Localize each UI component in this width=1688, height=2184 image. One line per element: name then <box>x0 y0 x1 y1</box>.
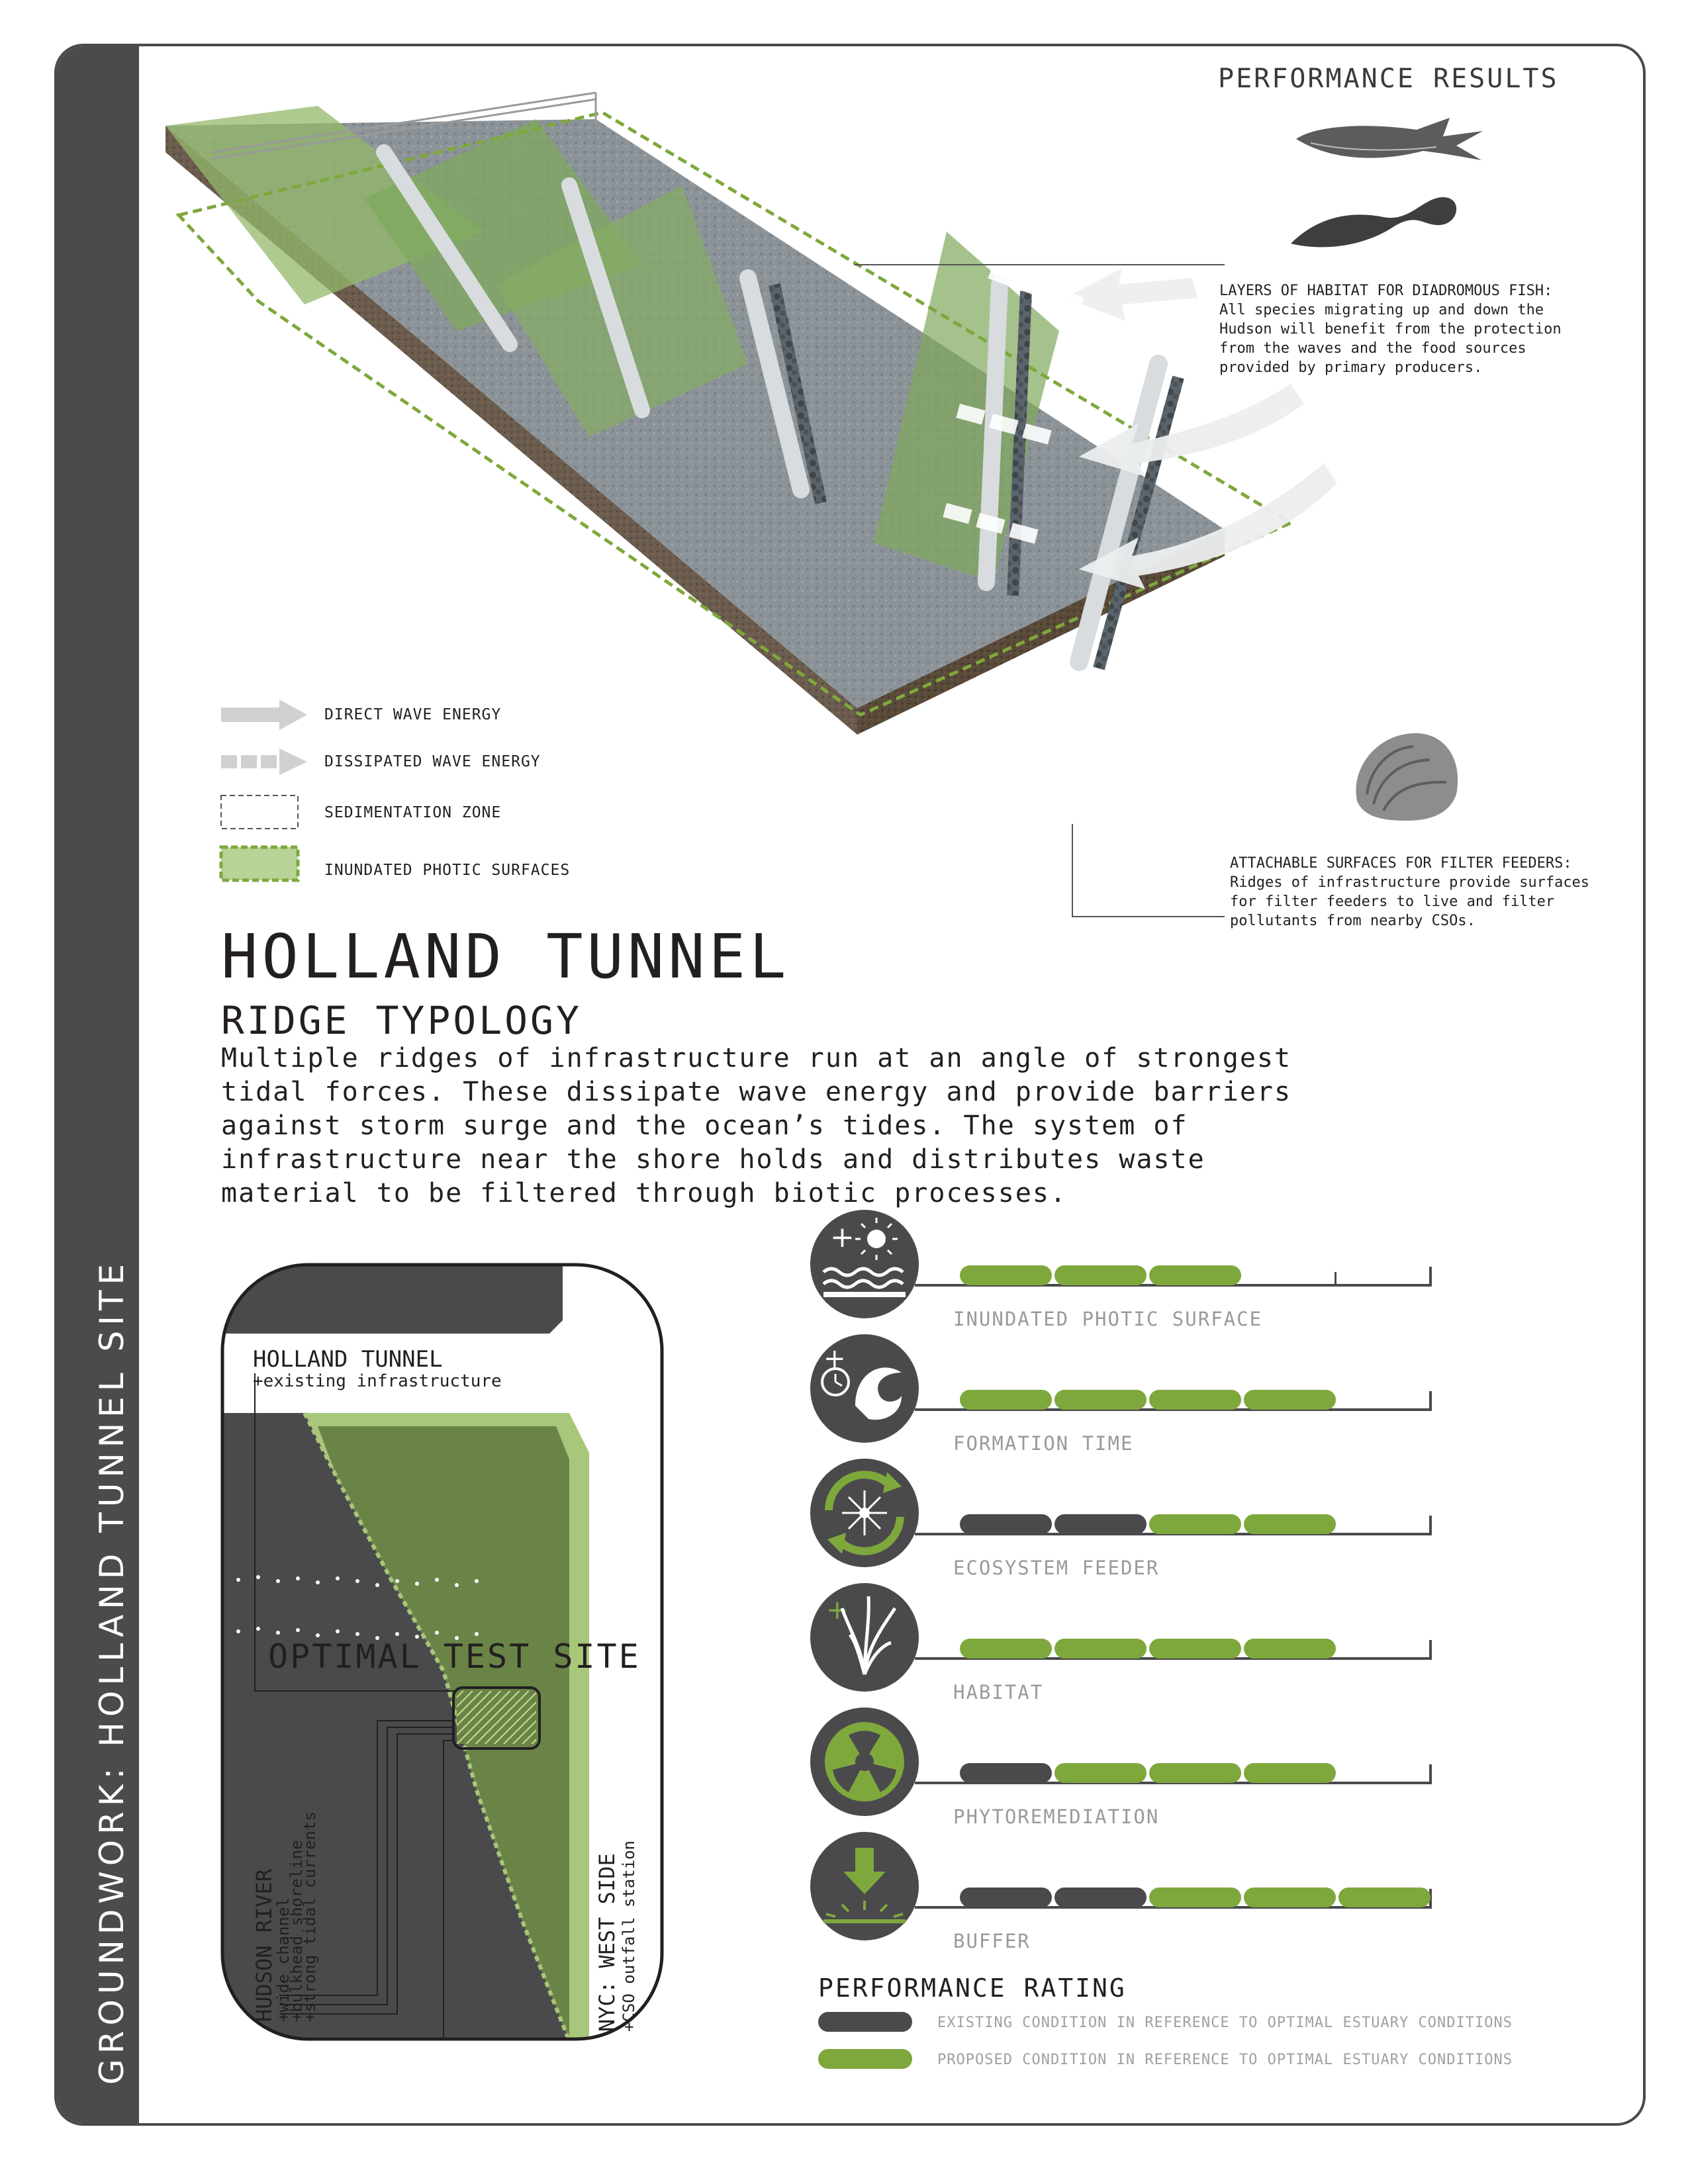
river-note-3: +strong tidal currents <box>301 1811 319 2022</box>
metric-empty-segment <box>1429 1272 1431 1285</box>
legend <box>218 698 682 890</box>
metric-proposed-segment <box>1338 1888 1430 1907</box>
nyc-label: NYC: WEST SIDE <box>594 1853 620 2032</box>
page-title: HOLLAND TUNNEL <box>221 921 790 992</box>
metric-proposed-segment <box>1149 1265 1241 1285</box>
metric-proposed-segment <box>1244 1514 1336 1534</box>
metric-proposed-segment <box>1244 1390 1336 1410</box>
hazard-icon <box>809 1706 920 1817</box>
metric-existing-segment <box>960 1763 1052 1783</box>
plant-icon <box>809 1582 920 1693</box>
metric-proposed-segment <box>1055 1639 1147 1659</box>
metric-proposed-segment <box>1055 1265 1147 1285</box>
metric-proposed-segment <box>1149 1514 1241 1534</box>
legend-label-dissipated: DISSIPATED WAVE ENERGY <box>324 753 541 770</box>
legend-label-photic: INUNDATED PHOTIC SURFACES <box>324 862 571 879</box>
metric-label: PHYTOREMEDIATION <box>953 1805 1160 1828</box>
metric-proposed-segment <box>1244 1763 1336 1783</box>
eel-icon <box>1291 197 1456 247</box>
legend-label-sedimentation: SEDIMENTATION ZONE <box>324 804 502 821</box>
clam-icon <box>1350 728 1463 824</box>
metric-proposed-segment <box>1149 1888 1241 1907</box>
metric-label: INUNDATED PHOTIC SURFACE <box>953 1308 1263 1330</box>
solid-arrow-icon <box>221 700 307 730</box>
river-note-1: +wide channel <box>274 1897 293 2022</box>
metric-proposed-segment <box>960 1265 1052 1285</box>
metric-proposed-segment <box>1055 1390 1147 1410</box>
metric-label: FORMATION TIME <box>953 1432 1134 1455</box>
metric-label: ECOSYSTEM FEEDER <box>953 1557 1160 1579</box>
map-north-block <box>218 1261 563 1334</box>
metric-proposed-segment <box>1244 1888 1336 1907</box>
hudson-river-label: HUDSON RIVER <box>252 1868 277 2022</box>
cycle-icon <box>809 1457 920 1569</box>
metric-empty-segment <box>1429 1521 1431 1534</box>
metric-existing-segment <box>1055 1514 1147 1534</box>
clock-wave-icon <box>809 1333 920 1444</box>
performance-rating-title: PERFORMANCE RATING <box>818 1974 1127 2003</box>
legend-label-direct: DIRECT WAVE ENERGY <box>324 706 502 723</box>
existing-condition-label: EXISTING CONDITION IN REFERENCE TO OPTIMAL ESTUARY CONDITIONS <box>937 2015 1513 2031</box>
metric-proposed-segment <box>1149 1390 1241 1410</box>
metric-proposed-segment <box>1055 1763 1147 1783</box>
filter-leader-line <box>1072 824 1225 917</box>
proposed-swatch <box>818 2049 912 2069</box>
proposed-condition-label: PROPOSED CONDITION IN REFERENCE TO OPTIMAL ESTUARY CONDITIONS <box>937 2052 1513 2068</box>
page-description: Multiple ridges of infrastructure run at an angle of strongest tidal forces. These dissipate wave energy and provide barriers against storm surge and the ocean’s tides. The system of infrastructure near the shore holds and distributes waste material to be filtered through biotic processes. <box>221 1043 1292 1208</box>
sturgeon-icon <box>1296 118 1483 160</box>
svg-text:+: + <box>826 1595 849 1625</box>
site-map <box>218 1261 682 2058</box>
map-title: HOLLAND TUNNEL <box>253 1346 443 1373</box>
metric-proposed-segment <box>1149 1763 1241 1783</box>
metric-empty-segment <box>1429 1645 1431 1659</box>
dashed-box-icon <box>221 796 298 829</box>
metric-proposed-segment <box>1244 1639 1336 1659</box>
metric-empty-segment <box>1335 1272 1336 1285</box>
existing-swatch <box>818 2012 912 2032</box>
green-dashed-box-icon <box>221 847 298 880</box>
metric-proposed-segment <box>960 1639 1052 1659</box>
performance-results-title: PERFORMANCE RESULTS <box>1218 64 1559 94</box>
map-title-note: +existing infrastructure <box>253 1371 502 1391</box>
metric-existing-segment <box>1055 1888 1147 1907</box>
fish-annotation: LAYERS OF HABITAT FOR DIADROMOUS FISH: All species migrating up and down the Hudson will benefit from the protection from the waves and the food sources provided by primary producers. <box>1219 283 1562 376</box>
metric-empty-segment <box>1429 1770 1431 1783</box>
metric-proposed-segment <box>960 1390 1052 1410</box>
sun-water-icon <box>809 1208 920 1320</box>
metric-existing-segment <box>960 1514 1052 1534</box>
metric-proposed-segment <box>1149 1639 1241 1659</box>
side-title: GROUNDWORK: HOLLAND TUNNEL SITE <box>93 1258 131 2085</box>
river-note-2: +bulkhead shoreline <box>287 1840 306 2022</box>
metric-label: HABITAT <box>953 1681 1044 1704</box>
test-site-hatch <box>457 1691 536 1744</box>
metric-empty-segment <box>1429 1396 1431 1410</box>
optimal-test-site-label: OPTIMAL TEST SITE <box>268 1637 641 1676</box>
filter-annotation: ATTACHABLE SURFACES FOR FILTER FEEDERS: Ridges of infrastructure provide surfaces for filter feeders to live and filter pollutants from nearby CSOs. <box>1230 855 1590 929</box>
fish-icons <box>1291 111 1489 257</box>
metric-label: BUFFER <box>953 1930 1031 1952</box>
impact-arrow-icon <box>809 1831 920 1942</box>
svg-text:+: + <box>823 1343 846 1374</box>
page-subtitle: RIDGE TYPOLOGY <box>221 998 582 1043</box>
metric-existing-segment <box>960 1888 1052 1907</box>
svg-text:+: + <box>830 1220 855 1254</box>
dashed-arrow-icon <box>221 749 307 775</box>
nyc-note: +CSO outfall station <box>620 1841 638 2032</box>
